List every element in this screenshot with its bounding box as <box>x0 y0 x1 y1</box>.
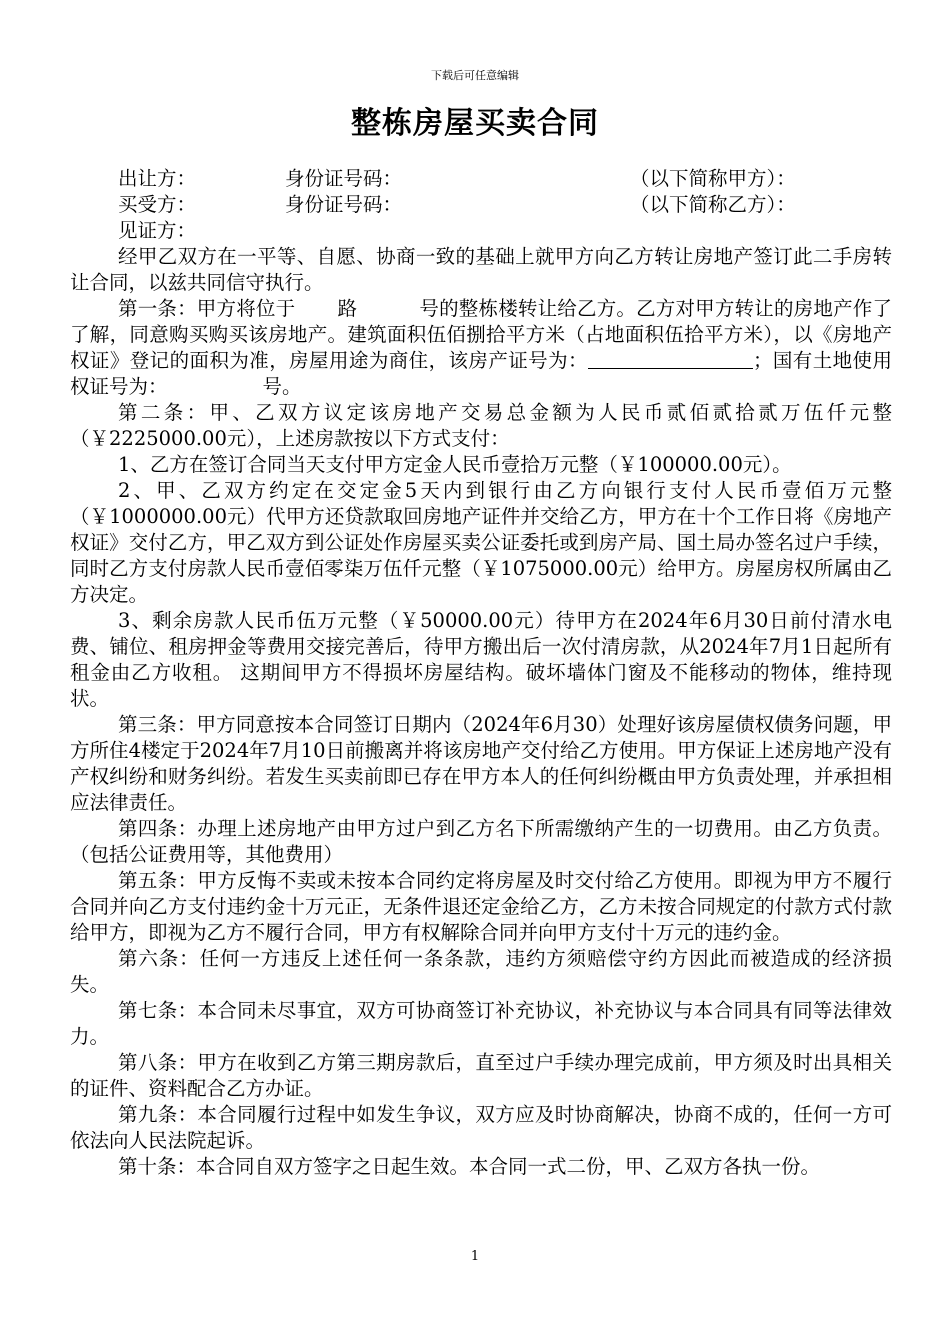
buyer-alias: （以下简称乙方）： <box>630 193 796 216</box>
article-6: 第六条：任何一方违反上述任何一条条款，违约方须赔偿守约方因此而被造成的经济损失。 <box>70 947 892 996</box>
buyer-label: 买受方： <box>118 193 197 216</box>
article-7: 第七条：本合同未尽事宜，双方可协商签订补充协议，补充协议与本合同具有同等法律效力。 <box>70 999 892 1048</box>
article-9: 第九条：本合同履行过程中如发生争议，双方应及时协商解决，协商不成的，任何一方可依法向人民法院起诉。 <box>70 1103 892 1152</box>
payment-term-2: 2、甲、乙双方约定在交定金5天内到银行由乙方向银行支付人民币壹佰万元整（￥1000000.00元）代甲方还贷款取回房地产证件并交给乙方，甲方在十个工作日将《房地产权证》交付乙方，甲乙双方到公证处作房屋买卖公证委托或到房产局、国土局办签名过户手续，同时乙方支付房款人民币壹佰零柒万伍仟元整（￥1075000.00元）给甲方。房屋房权所属由乙方决定。 <box>70 479 892 606</box>
contract-body <box>70 166 892 1180</box>
article-1-b: 路 <box>337 297 358 320</box>
page-number: 1 <box>470 1249 480 1264</box>
article-1-a: 第一条：甲方将位于 <box>118 297 296 320</box>
article-4: 第四条：办理上述房地产由甲方过户到乙方名下所需缴纳产生的一切费用。由乙方负责。（包括公证费用等，其他费用） <box>70 817 892 866</box>
article-1-e: 号。 <box>262 375 302 398</box>
article-2: 第二条：甲、乙双方议定该房地产交易总金额为人民币贰佰贰拾贰万伍仟元整（￥2225000.00元），上述房款按以下方式支付： <box>70 401 892 450</box>
witness-label: 见证方： <box>118 219 197 242</box>
buyer-id-label: 身份证号码： <box>285 193 403 216</box>
seller-id-label: 身份证号码： <box>285 167 403 190</box>
article-1-d: ；国有土地使用权证号为： <box>70 349 892 398</box>
witness-row <box>70 218 892 244</box>
seller-alias: （以下简称甲方）： <box>630 167 796 190</box>
seller-row <box>70 166 892 192</box>
article-5: 第五条：甲方反悔不卖或未按本合同约定将房屋及时交付给乙方使用。即视为甲方不履行合同并向乙方支付违约金十万元正，无条件退还定金给乙方，乙方未按合同规定的付款方式付款给甲方，即视为乙方不履行合同，甲方有权解除合同并向甲方支付十万元的违约金。 <box>70 869 892 944</box>
article-3: 第三条：甲方同意按本合同签订日期内（2024年6月30）处理好该房屋债权债务问题，甲方所住4楼定于2024年7月10日前搬离并将该房地产交付给乙方使用。甲方保证上述房地产没有产权纠纷和财务纠纷。若发生买卖前即已存在甲方本人的任何纠纷概由甲方负责处理，并承担相应法律责任。 <box>70 713 892 814</box>
seller-label: 出让方： <box>118 167 197 190</box>
intro-paragraph: 经甲乙双方在一平等、自愿、协商一致的基础上就甲方向乙方转让房地产签订此二手房转让合同，以兹共同信守执行。 <box>70 245 892 294</box>
article-10: 第十条：本合同自双方签字之日起生效。本合同一式二份，甲、乙双方各执一份。 <box>118 1155 821 1178</box>
header-note: 下载后可任意编辑 <box>431 69 519 82</box>
document-title: 整栋房屋买卖合同 <box>351 106 599 141</box>
article-8: 第八条：甲方在收到乙方第三期房款后，直至过户手续办理完成前，甲方须及时出具相关的证件、资料配合乙方办证。 <box>70 1051 892 1100</box>
article-1 <box>70 296 892 400</box>
article-1-c: 号的整栋楼转让给乙方。乙方对甲方转让的房地产作了了解，同意购买购买该房地产。建筑面积伍佰捌拾平方米（占地面积伍拾平方米），以《房地产权证》登记的面积为准，房屋用途为商住，该房产证号为： <box>70 297 892 372</box>
payment-term-3: 3、剩余房款人民币伍万元整（￥50000.00元）待甲方在2024年6月30日前付清水电费、铺位、租房押金等费用交接完善后，待甲方搬出后一次付清房款，从2024年7月1日起所有租金由乙方收租。 这期间甲方不得损坏房屋结构。破坏墙体门窗及不能移动的物体，维持现状。 <box>70 609 892 710</box>
payment-term-1: 1、乙方在签订合同当天支付甲方定金人民币壹拾万元整（￥100000.00元）。 <box>118 453 792 476</box>
certificate-number-blank <box>588 350 753 369</box>
buyer-row <box>70 192 892 218</box>
